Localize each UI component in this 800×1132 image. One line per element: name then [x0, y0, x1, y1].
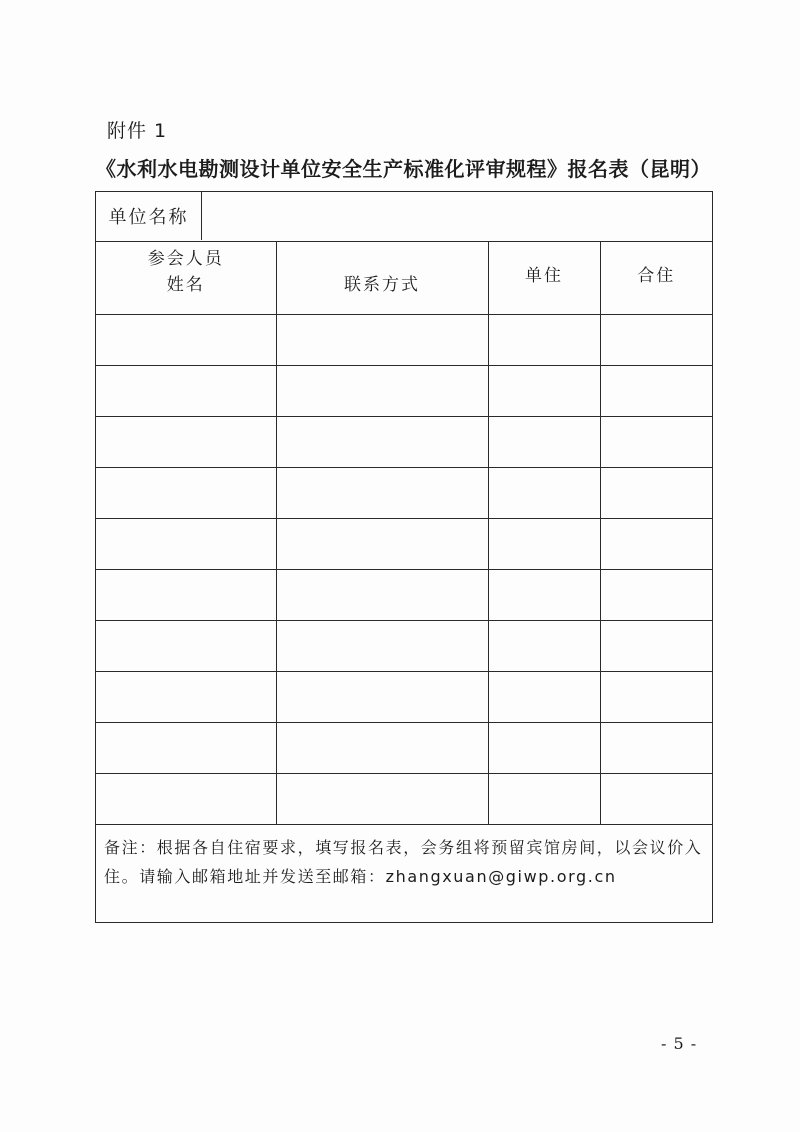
- single-room-cell[interactable]: [488, 723, 600, 774]
- table-row: [96, 366, 712, 417]
- shared-room-cell[interactable]: [600, 315, 712, 366]
- header-contact: [276, 242, 488, 315]
- header-single-room-label: 单住: [525, 266, 563, 286]
- contact-cell[interactable]: [276, 621, 488, 672]
- name-cell[interactable]: [96, 315, 276, 366]
- organization-row: [96, 192, 712, 242]
- contact-cell[interactable]: [276, 315, 488, 366]
- table-row: [96, 519, 712, 570]
- table-row: [96, 315, 712, 366]
- name-cell[interactable]: [96, 723, 276, 774]
- table-row: [96, 417, 712, 468]
- table-row: [96, 468, 712, 519]
- name-cell[interactable]: [96, 468, 276, 519]
- single-room-cell[interactable]: [488, 468, 600, 519]
- attachment-label: 附件 1: [107, 120, 168, 142]
- single-room-cell[interactable]: [488, 774, 600, 825]
- form-note: 备注：根据各自住宿要求，填写报名表，会务组将预留宾馆房间，以会议价入住。请输入邮箱地址并发送至邮箱：zhangxuan@giwp.org.cn: [104, 838, 703, 886]
- single-room-cell[interactable]: [488, 417, 600, 468]
- name-cell[interactable]: [96, 417, 276, 468]
- attendee-table: [96, 242, 712, 825]
- header-contact-label: 联系方式: [344, 275, 420, 295]
- header-attendee-name-line1: 参会人员: [147, 249, 224, 269]
- single-room-cell[interactable]: [488, 570, 600, 621]
- contact-cell[interactable]: [276, 570, 488, 621]
- attendee-table-header: [96, 242, 712, 315]
- name-cell[interactable]: [96, 570, 276, 621]
- contact-cell[interactable]: [276, 723, 488, 774]
- organization-name-label: 单位名称: [96, 192, 202, 240]
- single-room-cell[interactable]: [488, 519, 600, 570]
- contact-cell[interactable]: [276, 519, 488, 570]
- table-row: [96, 774, 712, 825]
- table-row: [96, 621, 712, 672]
- contact-cell[interactable]: [276, 417, 488, 468]
- single-room-cell[interactable]: [488, 621, 600, 672]
- name-cell[interactable]: [96, 621, 276, 672]
- name-cell[interactable]: [96, 519, 276, 570]
- shared-room-cell[interactable]: [600, 723, 712, 774]
- table-row: [96, 672, 712, 723]
- header-attendee-name: [96, 242, 276, 315]
- contact-cell[interactable]: [276, 774, 488, 825]
- header-attendee-name-line2: 姓名: [166, 275, 205, 295]
- shared-room-cell[interactable]: [600, 366, 712, 417]
- table-row: [96, 570, 712, 621]
- registration-form: [95, 191, 713, 923]
- header-shared-room-label: 合住: [637, 266, 676, 286]
- page-number: - 5 -: [661, 1034, 698, 1053]
- header-shared-room: [600, 242, 712, 315]
- shared-room-cell[interactable]: [600, 621, 712, 672]
- shared-room-cell[interactable]: [600, 672, 712, 723]
- shared-room-cell[interactable]: [600, 774, 712, 825]
- header-single-room: [488, 242, 600, 315]
- single-room-cell[interactable]: [488, 315, 600, 366]
- table-row: [96, 723, 712, 774]
- organization-name-field[interactable]: [202, 192, 712, 240]
- shared-room-cell[interactable]: [600, 417, 712, 468]
- name-cell[interactable]: [96, 672, 276, 723]
- document-title: 《水利水电勘测设计单位安全生产标准化评审规程》报名表（昆明）: [96, 157, 711, 181]
- contact-cell[interactable]: [276, 366, 488, 417]
- shared-room-cell[interactable]: [600, 570, 712, 621]
- shared-room-cell[interactable]: [600, 468, 712, 519]
- name-cell[interactable]: [96, 366, 276, 417]
- single-room-cell[interactable]: [488, 672, 600, 723]
- contact-cell[interactable]: [276, 672, 488, 723]
- single-room-cell[interactable]: [488, 366, 600, 417]
- shared-room-cell[interactable]: [600, 519, 712, 570]
- contact-cell[interactable]: [276, 468, 488, 519]
- name-cell[interactable]: [96, 774, 276, 825]
